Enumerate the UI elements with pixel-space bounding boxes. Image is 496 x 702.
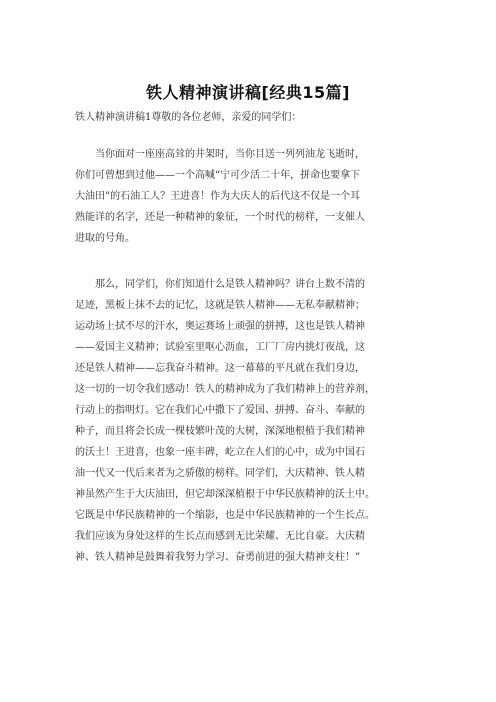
paragraph-2-line-10: 油一代又一代后来者为之骄傲的榜样。同学们，大庆精神、铁人精: [75, 468, 365, 479]
paragraph-2-line-14: 神、铁人精神是鼓舞着我努力学习、奋勇前进的强大精神支柱！”: [75, 552, 361, 563]
document-subtitle: 铁人精神演讲稿1尊敬的各位老师，亲爱的同学们：: [75, 112, 302, 123]
paragraph-1-line-2: 你们可曾想到过他——一个高喊“宁可少活二十年，拼命也要拿下: [75, 170, 361, 181]
paragraph-2-line-7: 行动上的指明灯。它在我们心中撒下了爱国、拼搏、奋斗、奉献的: [75, 405, 365, 416]
paragraph-2-line-3: 运动场上拭不尽的汗水，奥运赛场上顽强的拼搏，这也是铁人精神: [75, 321, 365, 332]
paragraph-2-line-13: 我们应该为身处这样的生长点而感到无比荣耀、无比自豪。大庆精: [75, 531, 365, 542]
paragraph-2-line-8: 种子，而且将会长成一棵枝繁叶茂的大树，深深地根植于我们精神: [75, 426, 365, 437]
paragraph-1-line-1: 当你面对一座座高耸的井架时，当你目送一列列油龙飞逝时，: [95, 149, 365, 160]
paragraph-1-line-3: 大油田”的石油工人？王进喜！作为大庆人的后代这不仅是一个耳: [75, 191, 361, 202]
paragraph-2-line-1: 那么，同学们，你们知道什么是铁人精神吗？讲台上数不清的: [95, 279, 365, 290]
paragraph-2-line-2: 足迹，黑板上抹不去的记忆，这就是铁人精神——无私奉献精神；: [75, 300, 365, 311]
paragraph-2-line-5: 还是铁人精神——忘我奋斗精神。这一幕幕的平凡就在我们身边，: [75, 363, 365, 374]
paragraph-2-line-12: 它既是中华民族精神的一个缩影，也是中华民族精神的一个生长点。: [75, 510, 375, 521]
paragraph-2-line-6: 这一切的一切令我们感动！铁人的精神成为了我们精神上的营养剂，: [75, 384, 375, 395]
document-title: 铁人精神演讲稿[经典15篇]: [146, 83, 350, 102]
paragraph-1-line-4: 熟能详的名字，还是一种精神的象征，一个时代的榜样，一支催人: [75, 212, 365, 223]
paragraph-2-line-11: 神虽然产生于大庆油田，但它却深深植根于中华民族精神的沃土中。: [75, 489, 375, 500]
paragraph-2-line-9: 的沃土！王进喜，也象一座丰碑，屹立在人们的心中，成为中国石: [75, 447, 365, 458]
paragraph-2-line-4: ——爱国主义精神；试验室里呕心沥血，工厂厂房内挑灯夜战，这: [75, 342, 365, 353]
paragraph-1-line-5: 进取的号角。: [75, 233, 135, 244]
